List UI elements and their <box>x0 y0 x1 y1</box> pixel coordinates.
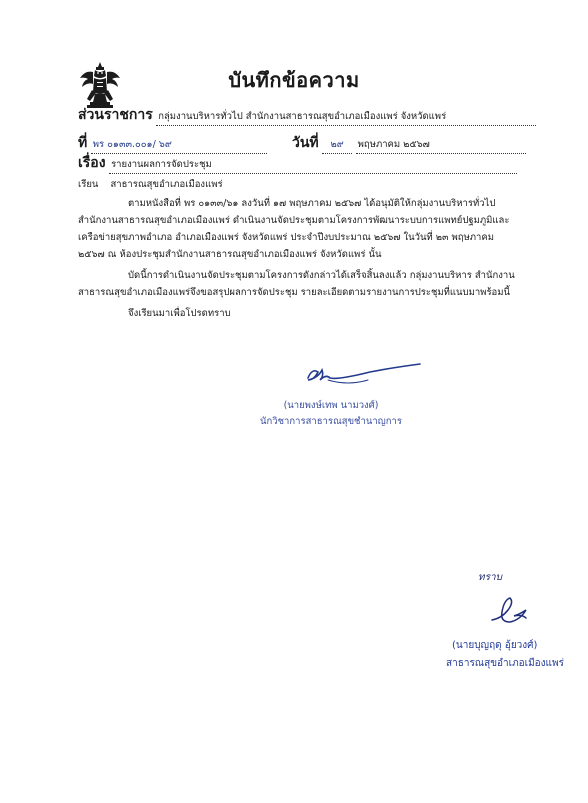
signer-name: (นายพงษ์เทพ นามวงศ์) <box>283 400 379 411</box>
ref-row <box>78 132 267 154</box>
department-label: ส่วนราชการ <box>78 107 153 123</box>
date-month-year: พฤษภาคม ๒๕๖๗ <box>356 137 526 154</box>
approver-name: (นายบุญฤดุ อุ้ยวงศ์) <box>452 640 538 651</box>
subject-value: รายงานผลการจัดประชุม <box>109 157 517 174</box>
para1-line: เครือข่ายสุขภาพอำเภอ อำเภอเมืองแพร่ จังหวัดแพร่ ประจำปีงบประมาณ ๒๕๖๗ ในวันที่ ๒๓ พฤษภาคม <box>78 232 494 243</box>
department-row <box>78 104 536 126</box>
date-day: ๒๙ <box>322 137 352 154</box>
memo-title: บันทึกข้อความ <box>228 68 360 92</box>
approver-position: สาธารณสุขอำเภอเมืองแพร่ <box>446 658 564 669</box>
salutation-recipient: สาธารณสุขอำเภอเมืองแพร่ <box>110 179 223 190</box>
para2-line: สาธารณสุขอำเภอเมืองแพร่จึงขอสรุปผลการจัดประชุม รายละเอียดตามรายงานการประชุมที่แนบมาพร้อมนี้ <box>78 287 511 298</box>
para2-line: บัดนี้การดำเนินงานจัดประชุมตามโครงการดังกล่าวได้เสร็จสิ้นลงแล้ว กลุ่มงานบริหาร สำนักงาน <box>128 270 515 281</box>
para1-line: ๒๕๖๗ ณ ห้องประชุมสำนักงานสาธารณสุขอำเภอเมืองแพร่ จังหวัดแพร่ นั้น <box>78 249 382 260</box>
approver-signature-icon <box>486 592 530 628</box>
department-value: กลุ่มงานบริหารทั่วไป สำนักงานสาธารณสุขอำเภอเมืองแพร่ จังหวัดแพร่ <box>156 109 536 126</box>
date-label: วันที่ <box>292 135 319 151</box>
signer-position: นักวิชาการสาธารณสุขชำนาญการ <box>260 416 402 427</box>
approval-note: ทราบ <box>478 572 502 583</box>
para1-line: สำนักงานสาธารณสุขอำเภอเมืองแพร่ ดำเนินงานจัดประชุมตามโครงการพัฒนาระบบการแพทย์ปฐมภูมิและ <box>78 215 510 226</box>
subject-label: เรื่อง <box>78 155 106 171</box>
closing-line: จึงเรียนมาเพื่อโปรดทราบ <box>128 308 231 319</box>
subject-row <box>78 152 517 174</box>
ref-label: ที่ <box>78 135 88 151</box>
signature-icon <box>298 360 424 390</box>
salutation-label: เรียน <box>78 179 99 190</box>
salutation <box>78 176 223 193</box>
para1-line: ตามหนังสือที่ พร ๐๑๓๓/๖๑ ลงวันที่ ๑๗ พฤษภาคม ๒๕๖๗ ได้อนุมัติให้กลุ่มงานบริหารทั่วไป <box>128 198 496 209</box>
ref-value: พร ๐๑๓๓.๐๐๑/ ๖๙ <box>91 137 267 154</box>
date-row <box>292 132 526 154</box>
